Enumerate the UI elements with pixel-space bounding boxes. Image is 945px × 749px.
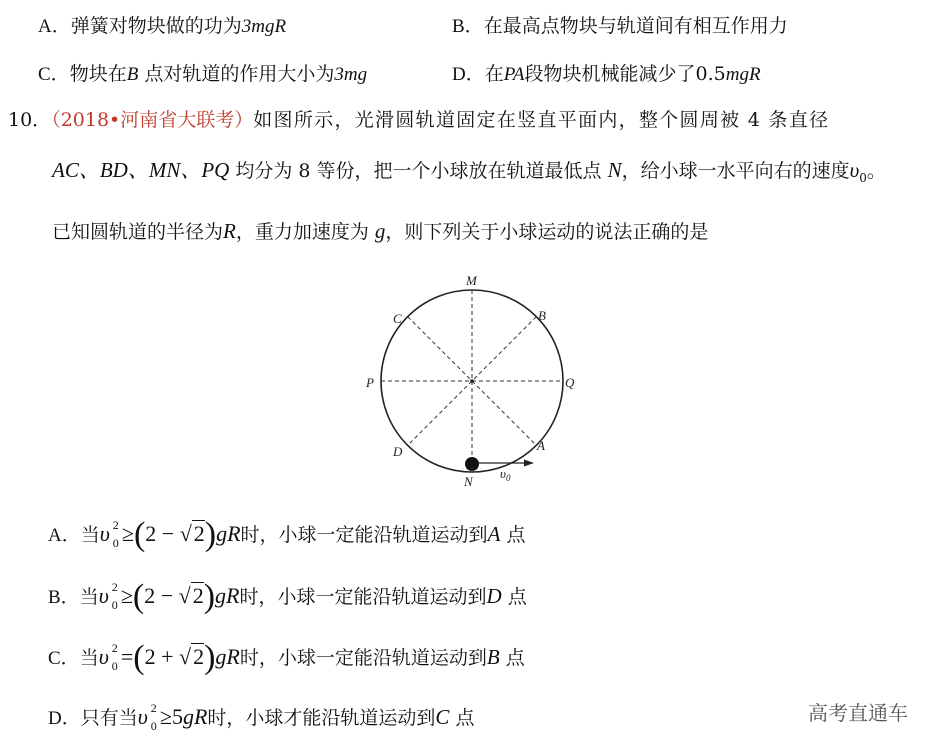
label-v0: $\upsilon_0$ bbox=[500, 466, 511, 483]
option-d: D．只有当υ 2 0 ≥5gR时，小球才能沿轨道运动到C 点 bbox=[48, 701, 475, 733]
label-a: A bbox=[537, 438, 545, 453]
label-b: B bbox=[538, 308, 546, 323]
label-c: C bbox=[393, 311, 402, 326]
option-a: A．当υ 2 0 ≥(2 − √ 2)gR时，小球一定能沿轨道运动到A 点 bbox=[48, 516, 526, 553]
label-q: Q bbox=[565, 375, 575, 390]
circular-track-figure bbox=[360, 268, 590, 490]
question-line-1: 10．（2018•河南省大联考）如图所示，光滑圆轨道固定在竖直平面内，整个圆周被 4 条直径 bbox=[8, 109, 830, 131]
label-d: D bbox=[393, 444, 403, 459]
ball bbox=[465, 457, 479, 471]
question-number: 10． bbox=[8, 109, 52, 131]
prev-option-a: A．弹簧对物块做的功为3mgR bbox=[38, 15, 287, 37]
label-p: P bbox=[366, 375, 374, 390]
prev-option-c: C．物块在B 点对轨道的作用大小为3mg bbox=[38, 63, 368, 85]
watermark: 高考直通车 bbox=[808, 701, 908, 725]
question-source: （2018•河南省大联考） bbox=[51, 109, 254, 131]
prev-option-d: D．在PA段物块机械能减少了0.5mgR bbox=[452, 63, 761, 85]
question-line-3: 已知圆轨道的半径为R，重力加速度为 g，则下列关于小球运动的说法正确的是 bbox=[52, 219, 709, 243]
label-n: N bbox=[464, 474, 473, 489]
prev-option-b: B．在最高点物块与轨道间有相互作用力 bbox=[452, 15, 788, 37]
label-m: M bbox=[466, 273, 477, 288]
option-c: C．当υ 2 0 =(2 + √ 2)gR时，小球一定能沿轨道运动到B 点 bbox=[48, 639, 525, 676]
center-dot bbox=[470, 379, 474, 383]
option-b: B．当υ 2 0 ≥(2 − √ 2)gR时，小球一定能沿轨道运动到D 点 bbox=[48, 578, 527, 615]
question-line-2: AC、BD、MN、PQ 均分为 8 等份，把一个小球放在轨道最低点 N，给小球一水平向右的速度$\upsilon_0$。 bbox=[52, 158, 886, 185]
arrow-head-icon bbox=[524, 460, 534, 467]
